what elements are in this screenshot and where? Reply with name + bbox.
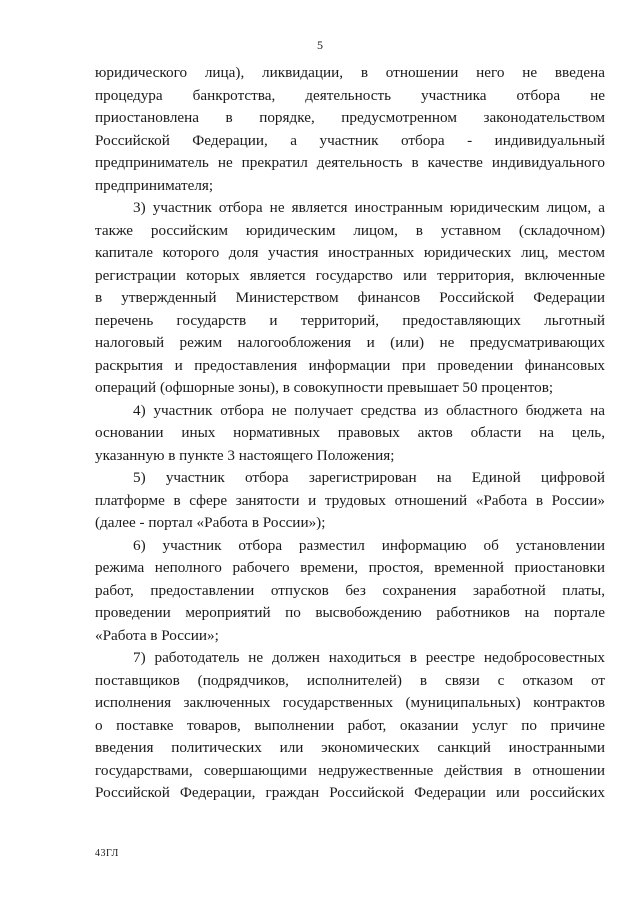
text-line: проведении мероприятий по высвобождению работников на портале	[95, 604, 605, 621]
text-line: раскрытия и предоставления информации при проведении финансовых	[95, 356, 605, 374]
text-line: исполнения заключенных государственных (муниципальных) контрактов	[95, 694, 605, 711]
text-line: (далее - портал «Работа в России»);	[95, 514, 326, 531]
text-line: процедура банкротства, деятельность участника отбора не	[95, 86, 605, 104]
text-line: 4) участник отбора не получает средства из областного бюджета на	[133, 401, 605, 419]
text-line: юридического лица), ликвидации, в отношении него не введена	[95, 64, 605, 81]
text-line: введения политических или экономических санкций иностранными	[95, 739, 605, 756]
footer-code: 43ГЛ	[95, 848, 119, 859]
text-line: капитале которого доля участия иностранных юридических лиц, местом	[95, 244, 605, 261]
text-line: в утвержденный Министерством финансов Российской Федерации	[95, 289, 605, 306]
text-line: Российской Федерации, граждан Российской Федерации или российских	[95, 784, 605, 801]
text-line: приостановлена в порядке, предусмотренном законодательством	[95, 109, 605, 126]
text-line: государствами, совершающими недружественные действия в отношении	[95, 761, 605, 779]
text-line: платформе в сфере занятости и трудовых отношений «Работа в России»	[95, 491, 605, 509]
text-line: режима неполного рабочего времени, простоя, временной приостановки	[95, 559, 605, 576]
text-line: 3) участник отбора не является иностранным юридическим лицом, а	[133, 199, 605, 216]
text-line: основании иных нормативных правовых актов области на цель,	[95, 424, 605, 441]
page-number: 5	[317, 38, 323, 52]
text-line: указанную в пункте 3 настоящего Положения;	[95, 446, 395, 464]
text-line: 6) участник отбора разместил информацию об установлении	[133, 536, 605, 554]
text-line: налоговый режим налогообложения и (или) не предусматривающих	[95, 334, 605, 351]
text-line: Российской Федерации, а участник отбора - индивидуальный	[95, 131, 605, 149]
text-line: о поставке товаров, выполнении работ, оказании услуг по причине	[95, 716, 605, 734]
text-line: перечень государств и территорий, предоставляющих льготный	[95, 311, 605, 329]
text-line: поставщиков (подрядчиков, исполнителей) в связи с отказом от	[95, 671, 605, 689]
text-line: также российским юридическим лицом, в уставном (складочном)	[95, 221, 605, 239]
text-line: предпринимателя;	[95, 176, 214, 194]
text-line: 7) работодатель не должен находиться в реестре недобросовестных	[133, 649, 605, 666]
text-line: 5) участник отбора зарегистрирован на Единой цифровой	[133, 469, 605, 486]
text-line: работ, предоставлении отпусков без сохранения заработной платы,	[95, 581, 605, 599]
text-line: предприниматель не прекратил деятельность в качестве индивидуального	[95, 154, 605, 171]
text-line: регистрации которых является государство или территория, включенные	[95, 266, 605, 284]
text-line: «Работа в России»;	[95, 626, 219, 644]
document-body	[95, 62, 605, 805]
text-line: операций (офшорные зоны), в совокупности превышает 50 процентов;	[95, 379, 554, 396]
